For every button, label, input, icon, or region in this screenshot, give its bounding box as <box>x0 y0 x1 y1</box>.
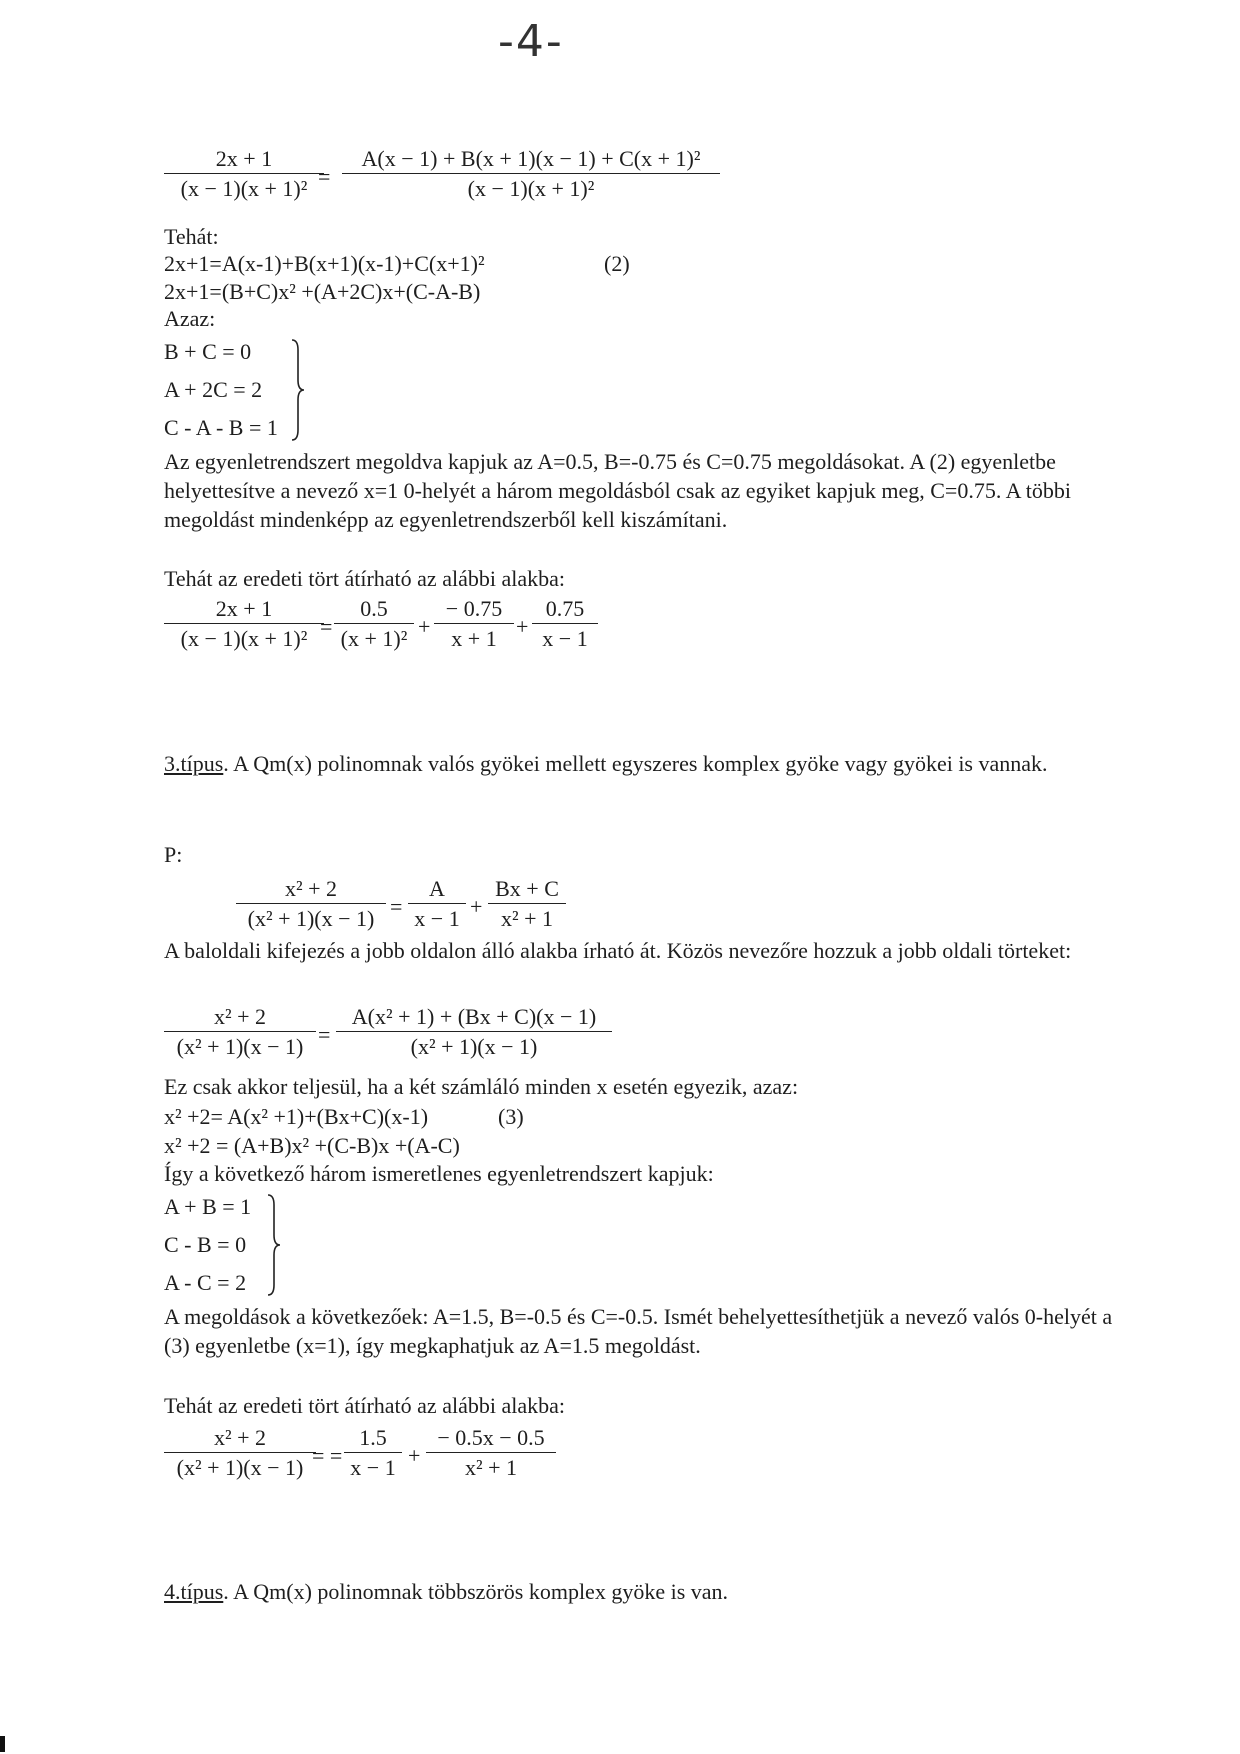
eq4-lhs-numerator: x² + 2 <box>213 1004 266 1029</box>
type-4-text: . A Qm(x) polinomnak többszörös komplex gyöke is van. <box>223 1579 729 1604</box>
fraction-bar <box>408 903 466 904</box>
fraction-bar <box>164 1031 316 1032</box>
system1-row: A + 2C = 2 <box>164 377 263 402</box>
eq3-term-2 <box>488 876 566 932</box>
system2-row: A - C = 2 <box>164 1270 247 1295</box>
eq1-rhs-numerator: A(x − 1) + B(x + 1)(x − 1) + C(x + 1)² <box>361 146 701 171</box>
equation-3-line: x² +2= A(x² +1)+(Bx+C)(x-1) <box>164 1104 429 1129</box>
eq5-term-1 <box>344 1425 402 1481</box>
eq3-term1-denominator: x − 1 <box>414 906 460 932</box>
equation-2-line: 2x+1=A(x-1)+B(x+1)(x-1)+C(x+1)² <box>164 251 485 276</box>
fraction-bar <box>336 1031 612 1032</box>
eq3-plus: + <box>470 894 483 919</box>
fraction-bar <box>342 173 720 174</box>
eq3-term1-numerator: A <box>429 876 445 901</box>
eq5-term1-denominator: x − 1 <box>350 1455 396 1481</box>
eq2-term3-denominator: x − 1 <box>542 626 588 652</box>
eq2-equals: = <box>320 614 333 639</box>
eq1-rhs-denominator: (x − 1)(x + 1)² <box>467 176 595 202</box>
fraction-bar <box>164 173 324 174</box>
eq2-term1-numerator: 0.5 <box>360 596 388 621</box>
eq3-lhs-numerator: x² + 2 <box>284 876 337 901</box>
eq4-lhs-fraction <box>164 1004 316 1060</box>
eq5-lhs-denominator: (x² + 1)(x − 1) <box>176 1455 304 1481</box>
eq1-lhs-numerator: 2x + 1 <box>215 146 273 171</box>
equation-3-tag: (3) <box>498 1104 524 1129</box>
eq2-lhs-fraction <box>164 596 324 652</box>
right-brace-icon <box>290 338 306 442</box>
eq4-rhs-numerator: A(x² + 1) + (Bx + C)(x − 1) <box>351 1004 597 1029</box>
eq3-lhs-fraction <box>236 876 386 932</box>
eq3-term-1 <box>408 876 466 932</box>
eq2-term-1 <box>334 596 414 652</box>
eq2-term-3 <box>532 596 598 652</box>
eq2-term3-numerator: 0.75 <box>545 596 585 621</box>
intro-rewrite-1: Tehát az eredeti tört átírható az alábbi alakba: <box>164 566 565 591</box>
eq1-rhs-fraction <box>342 146 720 202</box>
eq3-lhs-denominator: (x² + 1)(x − 1) <box>247 906 375 932</box>
eq5-lhs-fraction <box>164 1425 316 1481</box>
eq5-term2-denominator: x² + 1 <box>464 1455 517 1481</box>
fraction-bar <box>434 623 514 624</box>
tehat-label: Tehát: <box>164 224 219 249</box>
type-3-heading <box>164 749 1124 778</box>
page-number: -4- <box>498 16 564 67</box>
eq2-term2-denominator: x + 1 <box>451 626 497 652</box>
fraction-bar <box>532 623 598 624</box>
fraction-bar <box>488 903 566 904</box>
eq4-equals: = <box>318 1022 331 1047</box>
eq1-lhs-denominator: (x − 1)(x + 1)² <box>180 176 308 202</box>
p-label: P: <box>164 842 183 867</box>
eq4-rhs-fraction <box>336 1004 612 1060</box>
equation-2-expanded: 2x+1=(B+C)x² +(A+2C)x+(C-A-B) <box>164 279 481 304</box>
paragraph-solution-1: Az egyenletrendszert megoldva kapjuk az A=0.5, B=-0.75 és C=0.75 megoldásokat. A (2) egyenletbe helyettesítve a nevező x=1 0-helyét a három megoldásból csak az egyiket kapjuk meg, C=0.75. A többi megoldást mindenképp az egyenletrendszerből kell kiszámítani. <box>164 449 1072 532</box>
scan-mark <box>0 1736 5 1752</box>
eq5-term-2 <box>426 1425 556 1481</box>
eq2-term1-denominator: (x + 1)² <box>340 626 408 652</box>
azaz-label: Azaz: <box>164 306 216 331</box>
paragraph-common-denominator: A baloldali kifejezés a jobb oldalon álló alakba írható át. Közös nevezőre hozzuk a jobb oldali törteket: <box>164 938 1072 963</box>
eq2-lhs-numerator: 2x + 1 <box>215 596 273 621</box>
eq2-plus-1: + <box>418 614 431 639</box>
fraction-bar <box>334 623 414 624</box>
type-4-label: 4.típus <box>164 1579 224 1604</box>
eq2-plus-2: + <box>516 614 529 639</box>
eq3-term2-denominator: x² + 1 <box>500 906 553 932</box>
system1-row: B + C = 0 <box>164 339 252 364</box>
eq2-term2-numerator: − 0.75 <box>445 596 503 621</box>
eq4-rhs-denominator: (x² + 1)(x − 1) <box>410 1034 538 1060</box>
eq5-lhs-numerator: x² + 2 <box>213 1425 266 1450</box>
eq1-equals: = <box>318 164 331 189</box>
eq2-lhs-denominator: (x − 1)(x + 1)² <box>180 626 308 652</box>
eq4-lhs-denominator: (x² + 1)(x − 1) <box>176 1034 304 1060</box>
eq5-plus: + <box>408 1443 421 1468</box>
eq3-equals: = <box>390 894 403 919</box>
right-brace-icon <box>266 1193 282 1297</box>
eq1-lhs-fraction <box>164 146 324 202</box>
paragraph-condition: Ez csak akkor teljesül, ha a két számláló minden x esetén egyezik, azaz: <box>164 1074 799 1099</box>
system2-row: A + B = 1 <box>164 1194 252 1219</box>
fraction-bar <box>164 623 324 624</box>
eq5-equals: = = <box>312 1443 343 1468</box>
type-3-label: 3.típus <box>164 751 224 776</box>
intro-rewrite-2: Tehát az eredeti tört átírható az alábbi alakba: <box>164 1393 565 1418</box>
fraction-bar <box>164 1452 316 1453</box>
fraction-bar <box>426 1452 556 1453</box>
eq3-term2-numerator: Bx + C <box>495 876 559 901</box>
fraction-bar <box>236 903 386 904</box>
type-3-text: . A Qm(x) polinomnak valós gyökei mellett egyszeres komplex gyöke vagy gyökei is vannak. <box>223 751 1048 776</box>
eq2-term-2 <box>434 596 514 652</box>
paragraph-solution-2: A megoldások a következőek: A=1.5, B=-0.5 és C=-0.5. Ismét behelyettesíthetjük a nevező valós 0-helyét a (3) egyenletbe (x=1), így megkaphatjuk az A=1.5 megoldást. <box>164 1304 1113 1358</box>
equation-3-expanded: x² +2 = (A+B)x² +(C-B)x +(A-C) <box>164 1133 460 1158</box>
system2-row: C - B = 0 <box>164 1232 247 1257</box>
eq5-term2-numerator: − 0.5x − 0.5 <box>437 1425 545 1450</box>
equation-2-tag: (2) <box>604 251 630 276</box>
paragraph-system-intro: Így a következő három ismeretlenes egyenletrendszert kapjuk: <box>164 1161 714 1186</box>
eq5-term1-numerator: 1.5 <box>359 1425 387 1450</box>
system1-row: C - A - B = 1 <box>164 415 278 440</box>
type-4-heading <box>164 1580 728 1604</box>
fraction-bar <box>344 1452 402 1453</box>
